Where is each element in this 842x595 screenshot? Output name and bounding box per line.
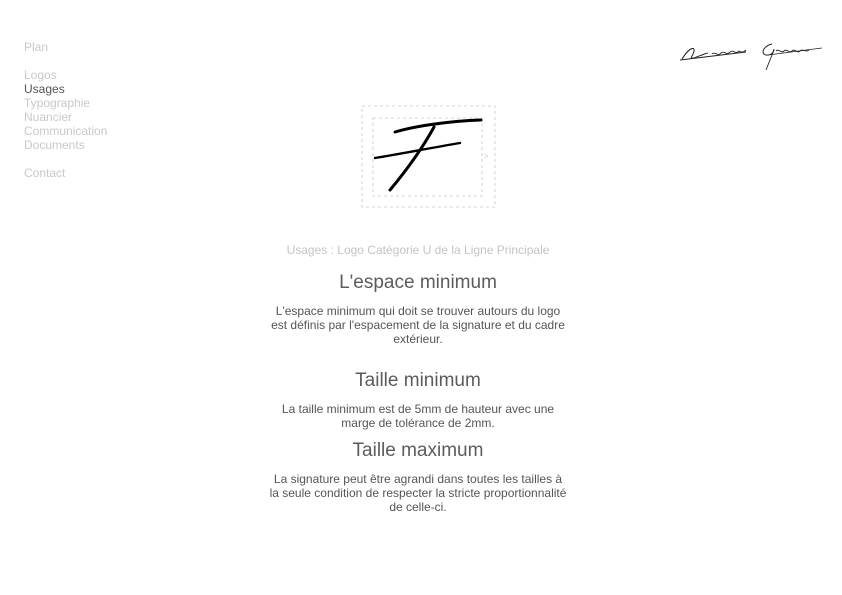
section-text-taille-minimum: La taille minimum est de 5mm de hauteur avec une marge de tolérance de 2mm. <box>281 402 555 430</box>
main-content <box>250 243 586 514</box>
section-title-taille-minimum: Taille minimum <box>355 370 481 391</box>
nav-item-communication[interactable]: Communication <box>24 124 108 138</box>
nav-item-nuancier[interactable]: Nuancier <box>24 110 73 124</box>
logo-clearspace-diagram <box>360 104 498 210</box>
nav-item-documents[interactable]: Documents <box>24 138 85 152</box>
section-text-taille-maximum: La signature peut être agrandi dans toutes les tailles à la seule condition de respecter la stricte proportionnalité de celle-ci. <box>269 472 567 514</box>
nav-item-usages[interactable]: Usages <box>24 82 65 96</box>
inner-frame <box>373 118 482 196</box>
nav-spacer <box>24 152 107 166</box>
nav-item-typographie[interactable]: Typographie <box>24 96 91 110</box>
page-caption: Usages : Logo Catégorie U de la Ligne Principale <box>286 243 550 257</box>
signature-logo[interactable] <box>676 36 826 76</box>
section-title-espace-minimum: L'espace minimum <box>339 272 497 293</box>
nav-item-plan[interactable]: Plan <box>24 40 49 54</box>
monogram-logo <box>375 120 481 190</box>
nav-item-logos[interactable]: Logos <box>24 68 57 82</box>
section-title-taille-maximum: Taille maximum <box>352 440 484 461</box>
guide-marks <box>484 154 488 158</box>
nav-item-contact[interactable]: Contact <box>24 166 66 180</box>
sidebar-nav <box>24 40 107 180</box>
section-text-espace-minimum: L'espace minimum qui doit se trouver autours du logo est définis par l'espacement de la signature et du cadre extérieur. <box>271 304 565 346</box>
nav-spacer <box>24 54 107 68</box>
